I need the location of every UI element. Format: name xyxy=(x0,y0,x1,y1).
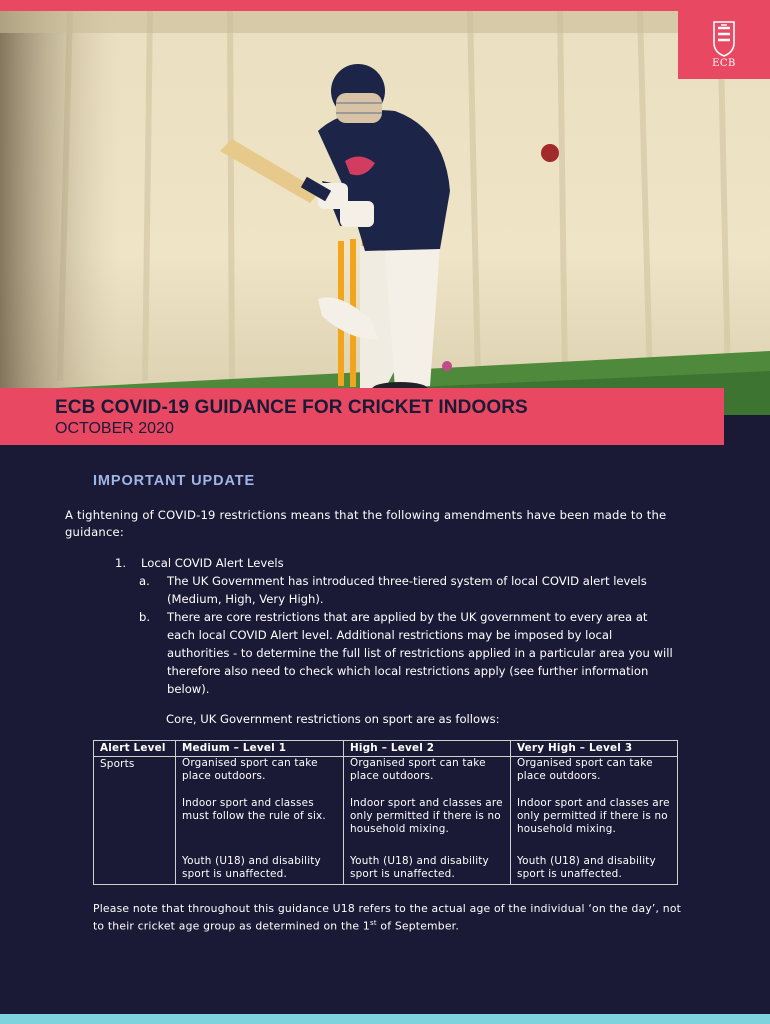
footnote-superscript: st xyxy=(369,919,377,927)
cell-paragraph: Youth (U18) and disability sport is unaffected. xyxy=(182,855,321,881)
bottom-accent-strip xyxy=(0,1014,770,1024)
cell-paragraph: Youth (U18) and disability sport is unaffected. xyxy=(517,855,656,881)
cell-paragraph: Youth (U18) and disability sport is unaffected. xyxy=(350,855,489,881)
footnote-text-end: of September. xyxy=(376,919,459,933)
intro-paragraph: A tightening of COVID-19 restrictions means that the following amendments have been made to the guidance: xyxy=(65,508,667,539)
footnote xyxy=(93,901,683,934)
hero-photo xyxy=(0,11,770,415)
table-cell xyxy=(511,757,678,884)
list-number: 1. xyxy=(115,556,127,570)
ecb-logo xyxy=(678,11,770,79)
list-item-label: Local COVID Alert Levels xyxy=(141,556,284,570)
sub-list-letter: a. xyxy=(139,574,150,588)
title-band xyxy=(0,388,724,445)
table-cell xyxy=(344,757,511,884)
cell-paragraph: Organised sport can take place outdoors. xyxy=(182,757,318,783)
table-header: Medium – Level 1 xyxy=(176,741,344,757)
document-date: OCTOBER 2020 xyxy=(55,420,174,437)
sub-list-item xyxy=(115,572,675,608)
row-label: Sports xyxy=(94,757,176,884)
table-row xyxy=(94,757,678,884)
cell-paragraph: Organised sport can take place outdoors. xyxy=(350,757,486,783)
sub-list-letter: b. xyxy=(139,610,151,624)
table-cell xyxy=(176,757,344,884)
document-title: ECB COVID-19 GUIDANCE FOR CRICKET INDOORS xyxy=(55,397,528,418)
cell-paragraph: Indoor sport and classes are only permitted if there is no household mixing. xyxy=(350,796,503,836)
cell-paragraph: Organised sport can take place outdoors. xyxy=(517,757,653,783)
top-accent-strip xyxy=(0,0,770,11)
core-restrictions-intro: Core, UK Government restrictions on sport are as follows: xyxy=(166,712,500,726)
three-lions-crest-icon xyxy=(711,21,737,57)
table-header: High – Level 2 xyxy=(344,741,511,757)
table-header-row xyxy=(94,741,678,757)
sub-list-item xyxy=(115,608,675,698)
cell-paragraph: Indoor sport and classes are only permitted if there is no household mixing. xyxy=(517,796,670,836)
table-header: Alert Level xyxy=(94,741,176,757)
cell-paragraph: Indoor sport and classes must follow the rule of six. xyxy=(182,796,326,822)
sub-list-text: The UK Government has introduced three-tiered system of local COVID alert levels (Medium, High, Very High). xyxy=(167,574,647,606)
section-heading: IMPORTANT UPDATE xyxy=(93,473,256,489)
amendments-list xyxy=(115,554,675,698)
sub-list-text: There are core restrictions that are applied by the UK government to every area at each local COVID Alert level. Additional restrictions may be imposed by local authorities - to determine the full list of restrictions applied in a particular area you will therefore also need to check which local restrictions apply (see further information below). xyxy=(167,610,673,696)
logo-text: ECB xyxy=(712,58,736,69)
restrictions-table xyxy=(93,740,678,885)
footnote-text: Please note that throughout this guidance U18 refers to the actual age of the individual ‘on the day’, not to their cricket age group as determined on the 1 xyxy=(93,902,682,933)
table-header: Very High – Level 3 xyxy=(511,741,678,757)
list-item xyxy=(115,554,675,572)
